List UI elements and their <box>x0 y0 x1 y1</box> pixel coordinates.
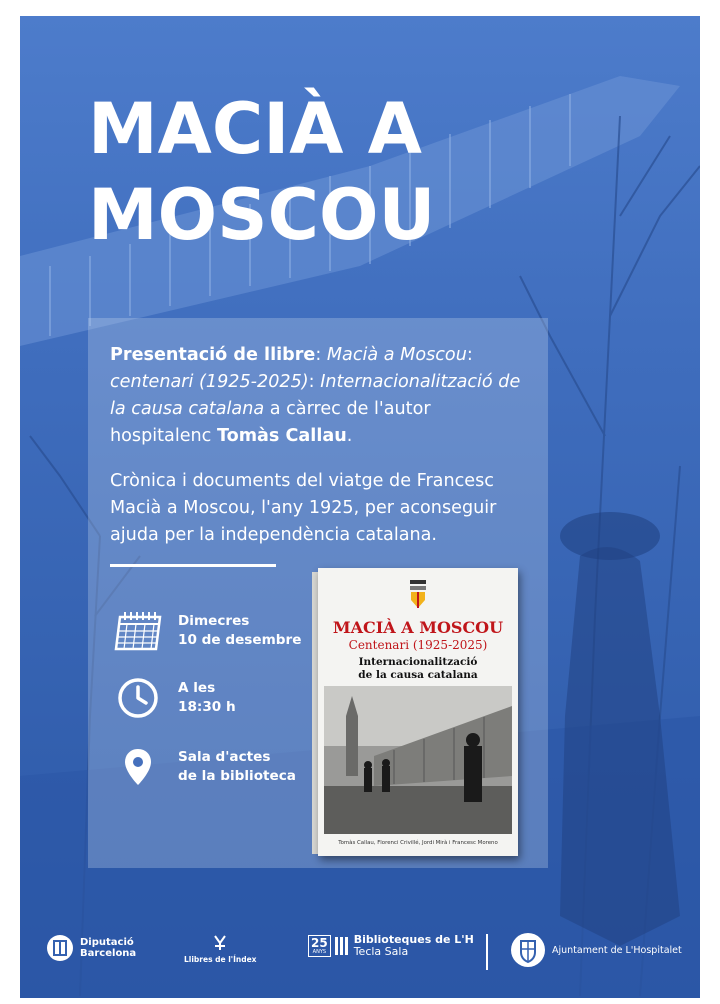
biblioteques-years-label: ANYS <box>312 949 327 955</box>
logo-ajuntament <box>510 932 682 968</box>
ajuntament-emblem-icon <box>510 932 546 968</box>
info-panel <box>88 318 548 868</box>
place-line-2: de la biblioteca <box>178 768 296 784</box>
calendar-icon <box>110 606 166 656</box>
book-subtitle-a: centenari (1925-2025) <box>110 372 309 392</box>
location-pin-icon <box>110 742 166 792</box>
intro-label: Presentació de llibre <box>110 345 316 365</box>
llibres-index-icon <box>212 934 228 952</box>
biblioteques-text <box>354 934 474 958</box>
publisher-emblem-icon <box>409 580 427 610</box>
clock-icon <box>110 673 166 723</box>
book-cover-image <box>312 568 520 856</box>
time-row <box>110 673 236 723</box>
intro-paragraph <box>110 342 530 450</box>
date-row <box>110 606 301 656</box>
footer-divider <box>486 934 488 970</box>
time-prefix: A les <box>178 680 216 696</box>
date-day: 10 de desembre <box>178 632 302 648</box>
diputacio-text <box>80 937 136 959</box>
biblioteques-books-icon <box>334 935 350 957</box>
intro-sep-2: : <box>466 345 473 365</box>
title-line-1: MACIÀ A <box>88 88 422 170</box>
place-line-1: Sala d'actes <box>178 749 271 765</box>
logo-llibres-index <box>184 934 257 965</box>
intro-end: . <box>346 426 353 446</box>
logo-diputacio <box>46 934 136 962</box>
intro-sep-3: : <box>308 372 321 392</box>
intro-sep: : <box>315 345 327 365</box>
description: Crònica i documents del viatge de Francesc Macià a Moscou, l'any 1925, per aconseguir ajuda per la independència catalana. <box>110 471 497 545</box>
book-cover-photo <box>324 686 512 834</box>
book-title: Macià a Moscou <box>326 345 467 365</box>
date-weekday: Dimecres <box>178 613 250 629</box>
book-cover-authors: Tomàs Callau, Florenci Crivillé, Jordi Mirà i Francesc Moreno <box>338 840 498 846</box>
author-name: Tomàs Callau <box>216 426 347 446</box>
biblioteques-line-2: Tecla Sala <box>353 945 409 958</box>
book-cover-subtitle-2-line-2: de la causa catalana <box>358 669 478 681</box>
logo-biblioteques <box>308 934 474 958</box>
diputacio-line-1: Diputació <box>80 937 134 948</box>
time-value: 18:30 h <box>178 699 236 715</box>
poster <box>20 16 700 998</box>
biblioteques-line-1: Biblioteques de L'H <box>353 933 474 946</box>
footer-logos <box>20 922 700 982</box>
book-cover <box>318 568 518 856</box>
biblioteques-years: 25 <box>311 936 328 950</box>
llibres-index-text: Llibres de l'Índex <box>184 955 257 964</box>
book-cover-subtitle-2 <box>318 656 518 682</box>
poster-title <box>88 86 435 258</box>
ajuntament-text: Ajuntament de L'Hospitalet <box>552 944 682 956</box>
place-row <box>110 742 296 792</box>
biblioteques-anniversary-badge <box>308 935 331 957</box>
book-cover-title: MACIÀ A MOSCOU <box>332 618 504 637</box>
divider <box>110 564 276 567</box>
title-line-2: MOSCOU <box>88 174 436 256</box>
intro-by: a càrrec de l'autor hospitalenc <box>110 399 431 446</box>
time-text <box>178 679 236 717</box>
diputacio-line-2: Barcelona <box>80 948 137 959</box>
book-cover-subtitle: Centenari (1925-2025) <box>348 638 488 652</box>
book-subtitle-b: Internacionalització de la causa catalana <box>110 372 521 419</box>
book-cover-subtitle-2-line-1: Internacionalització <box>358 656 478 668</box>
place-text <box>178 748 296 786</box>
date-text <box>178 612 301 650</box>
diputacio-emblem-icon <box>46 934 74 962</box>
